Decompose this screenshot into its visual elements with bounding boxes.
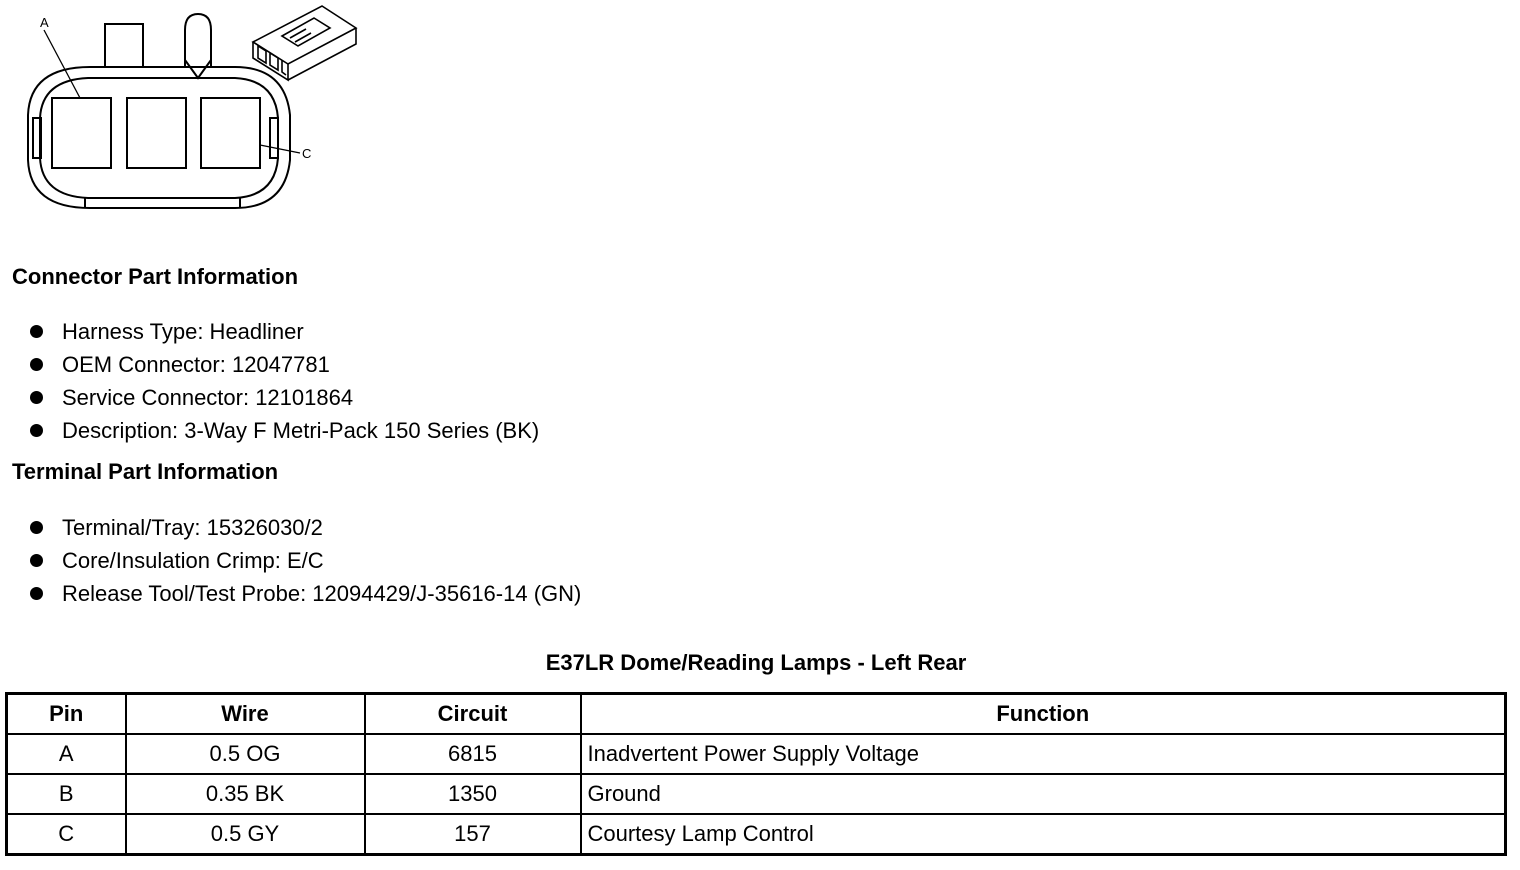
list-item bbox=[30, 511, 581, 544]
connector-iso-icon bbox=[253, 6, 356, 80]
cell-function: Inadvertent Power Supply Voltage bbox=[581, 734, 1506, 774]
connector-housing-outline bbox=[28, 67, 290, 208]
key-tab-square bbox=[105, 24, 143, 67]
list-item bbox=[30, 381, 539, 414]
list-item bbox=[30, 348, 539, 381]
connector-housing-inner bbox=[40, 78, 278, 198]
list-item-text: Service Connector: 12101864 bbox=[62, 385, 354, 410]
key-tab-rounded bbox=[185, 14, 211, 78]
header-circuit: Circuit bbox=[365, 694, 581, 735]
list-item-text: Release Tool/Test Probe: 12094429/J-35616-14 (GN) bbox=[62, 581, 582, 606]
cavity-a bbox=[52, 98, 111, 168]
bullet-icon bbox=[30, 424, 43, 437]
list-item-text: Terminal/Tray: 15326030/2 bbox=[62, 515, 323, 540]
cavity-c bbox=[201, 98, 260, 168]
cell-wire: 0.5 OG bbox=[126, 734, 365, 774]
list-item bbox=[30, 414, 539, 447]
bullet-icon bbox=[30, 587, 43, 600]
cell-function: Ground bbox=[581, 774, 1506, 814]
table-title: E37LR Dome/Reading Lamps - Left Rear bbox=[545, 650, 967, 675]
list-item bbox=[30, 544, 581, 577]
list-item-text: OEM Connector: 12047781 bbox=[62, 352, 330, 377]
pinout-table bbox=[5, 692, 1507, 856]
table-row bbox=[7, 814, 1506, 855]
cell-circuit: 1350 bbox=[365, 774, 581, 814]
table-header-row bbox=[7, 694, 1506, 735]
header-pin: Pin bbox=[7, 694, 126, 735]
terminal-part-info-heading: Terminal Part Information bbox=[12, 459, 279, 484]
table-row bbox=[7, 774, 1506, 814]
header-wire: Wire bbox=[126, 694, 365, 735]
cell-pin: C bbox=[7, 814, 126, 855]
list-item-text: Harness Type: Headliner bbox=[62, 319, 304, 344]
connector-diagram bbox=[0, 0, 370, 220]
bullet-icon bbox=[30, 521, 43, 534]
list-item-text: Core/Insulation Crimp: E/C bbox=[62, 548, 324, 573]
right-tab bbox=[270, 118, 278, 158]
list-item bbox=[30, 315, 539, 348]
leader-c bbox=[260, 145, 300, 153]
cell-pin: A bbox=[7, 734, 126, 774]
connector-part-info-list bbox=[30, 315, 539, 447]
table-row bbox=[7, 734, 1506, 774]
label-a: A bbox=[40, 15, 49, 30]
label-c: C bbox=[302, 146, 312, 161]
header-function: Function bbox=[581, 694, 1506, 735]
cell-function: Courtesy Lamp Control bbox=[581, 814, 1506, 855]
bullet-icon bbox=[30, 554, 43, 567]
cell-pin: B bbox=[7, 774, 126, 814]
leader-a bbox=[44, 30, 80, 98]
list-item bbox=[30, 577, 581, 610]
cell-wire: 0.35 BK bbox=[126, 774, 365, 814]
bullet-icon bbox=[30, 358, 43, 371]
cell-circuit: 157 bbox=[365, 814, 581, 855]
list-item-text: Description: 3-Way F Metri-Pack 150 Series (BK) bbox=[62, 418, 540, 443]
connector-part-info-heading: Connector Part Information bbox=[12, 264, 299, 289]
cell-wire: 0.5 GY bbox=[126, 814, 365, 855]
bullet-icon bbox=[30, 325, 43, 338]
cavity-b bbox=[127, 98, 186, 168]
terminal-part-info-list bbox=[30, 511, 581, 610]
cell-circuit: 6815 bbox=[365, 734, 581, 774]
bullet-icon bbox=[30, 391, 43, 404]
